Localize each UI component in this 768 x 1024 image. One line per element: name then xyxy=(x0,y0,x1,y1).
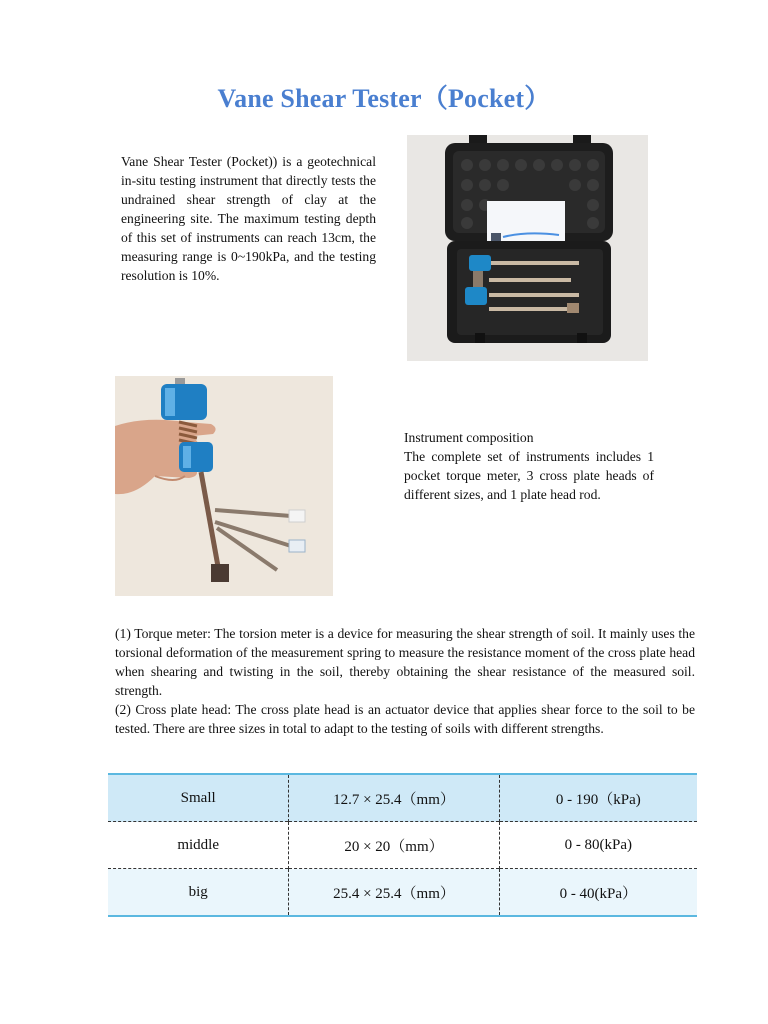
component-descriptions xyxy=(115,624,695,738)
dimension-cell: 25.4 × 25.4（mm） xyxy=(289,869,499,917)
composition-heading: Instrument composition xyxy=(404,430,534,445)
intro-paragraph: Vane Shear Tester (Pocket)) is a geotechnical in-situ testing instrument that directly tests the undrained shear strength of clay at the engineering site. The maximum testing depth of this set of instruments can reach 13cm, the measuring range is 0~190kPa, and the testing resolution is 10%. xyxy=(121,154,376,283)
table-row xyxy=(108,822,697,869)
torque-meter-description: (1) Torque meter: The torsion meter is a device for measuring the shear strength of soil. It mainly uses the torsional deformation of the measurement spring to measure the resistance moment of the cross plate head when shearing and twisting in the soil, thereby obtaining the shear resistance of the measured soil. strength. xyxy=(115,626,695,698)
instrument-case-photo xyxy=(407,135,648,361)
range-cell: 0 - 40(kPa） xyxy=(499,869,697,917)
size-cell: Small xyxy=(108,774,289,822)
size-cell: big xyxy=(108,869,289,917)
cross-plate-head-description: (2) Cross plate head: The cross plate head is an actuator device that applies shear force to the soil to be tested. There are three sizes in total to adapt to the testing of soils with different strengths. xyxy=(115,702,695,736)
table-row xyxy=(108,774,697,822)
size-cell: middle xyxy=(108,822,289,869)
spec-table xyxy=(108,773,697,917)
instrument-composition xyxy=(404,428,654,504)
table-row xyxy=(108,869,697,917)
range-cell: 0 - 190（kPa) xyxy=(499,774,697,822)
dimension-cell: 12.7 × 25.4（mm） xyxy=(289,774,499,822)
dimension-cell: 20 × 20（mm） xyxy=(289,822,499,869)
range-cell: 0 - 80(kPa) xyxy=(499,822,697,869)
hand-instrument-photo xyxy=(115,376,333,596)
page-title: Vane Shear Tester（Pocket） xyxy=(217,84,551,113)
composition-body: The complete set of instruments includes 1 pocket torque meter, 3 cross plate heads of different sizes, and 1 plate head rod. xyxy=(404,449,654,502)
